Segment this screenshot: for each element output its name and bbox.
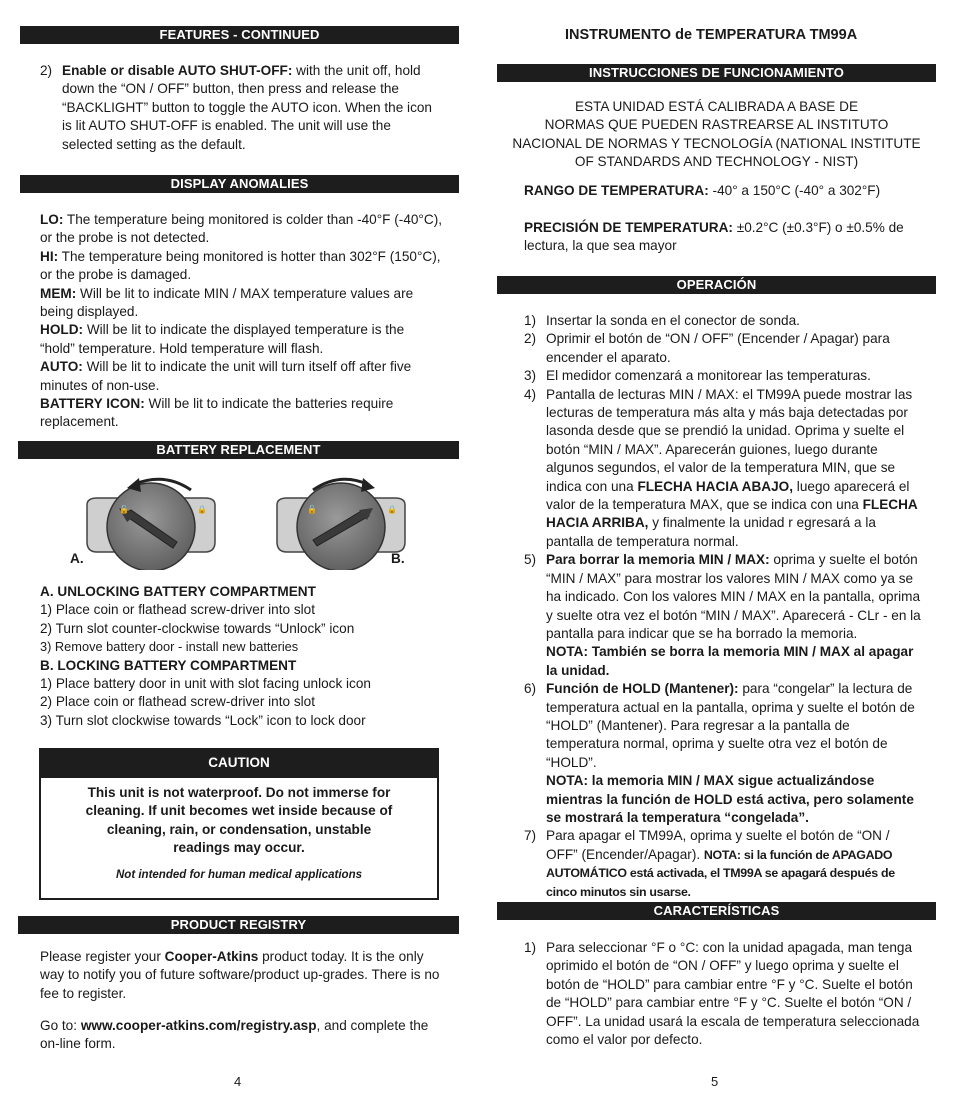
lock-icon: 🔒 <box>197 505 207 514</box>
step-bold: FLECHA HACIA ARRIBA, <box>546 497 918 531</box>
registry-paragraph-1 <box>40 948 440 1003</box>
page-number-left: 4 <box>234 1074 242 1089</box>
battery-door-figures <box>65 470 425 570</box>
features-continued-header: FEATURES - CONTINUED <box>20 26 459 44</box>
anomaly-lo <box>40 211 442 248</box>
lock-title: B. LOCKING BATTERY COMPARTMENT <box>40 657 297 673</box>
step-text: El medidor comenzará a monitorear las temperaturas. <box>546 368 871 384</box>
anomaly-text: Will be lit to indicate the unit will turn itself off after five minutes of non-use. <box>40 359 412 393</box>
calibration-line: NORMAS QUE PUEDEN RASTREARSE AL INSTITUTO <box>544 117 889 133</box>
step-number: 4) <box>524 386 537 402</box>
lock-step: 1) Place battery door in unit with slot facing unlock icon <box>40 676 371 692</box>
lock-step: 2) Place coin or flathead screw-driver into slot <box>40 694 316 710</box>
op-step <box>524 386 922 552</box>
figure-b-lock <box>277 478 405 570</box>
anomaly-label: HI: <box>40 248 59 264</box>
temperature-precision <box>524 219 924 256</box>
anomaly-text: Will be lit to indicate the displayed temperature is the “hold” temperature. Hold temperature will flash. <box>40 322 405 356</box>
precision-value: ±0.2°C (±0.3°F) o ±0.5% de lectura, la que sea mayor <box>524 220 904 254</box>
anomaly-label: LO: <box>40 212 64 227</box>
page-title: INSTRUMENTO de TEMPERATURA TM99A <box>565 27 858 43</box>
feature-item <box>524 939 922 1049</box>
lock-icon: 🔒 <box>387 505 397 514</box>
feature-text: Para seleccionar °F o °C: con la unidad apagada, man tenga oprimido el botón de “ON / OFF” y luego oprima y suelte el botón de “HOLD” para cambiar entre °F y °C. Suelte el botón de “HOLD” para cambiar entre °F y °C. Suelte el botón “ON / OFF”. La unidad usará la escala de temperatura seleccionada como el valor por defecto. <box>546 940 920 1048</box>
anomaly-text: Will be lit to indicate the batteries require replacement. <box>40 396 394 430</box>
product-registry-header: PRODUCT REGISTRY <box>18 916 459 934</box>
figure-a-unlock <box>87 478 215 570</box>
calibration-line: NACIONAL DE NORMAS Y TECNOLOGÍA (NATIONAL INSTITUTE <box>512 135 921 151</box>
calibration-statement <box>497 98 936 172</box>
step-text: Pantalla de lecturas MIN / MAX: el TM99A puede mostrar las lecturas de temperatura más alta y más baja detectadas por lasonda desde que se prendió la unidad. Oprima y suelte el botón “MIN / MAX”. Aparecerán guiones, luego durante algunos segundos, el valor de la temperatura MIN, que se indica con una <box>546 386 913 494</box>
anomaly-auto <box>40 358 442 395</box>
features-header: CARACTERÍSTICAS <box>497 902 936 920</box>
item-text: with the unit off, hold down the “ON / OFF” button, then press and release the “BACKLIGHT” button to toggle the AUTO icon. When the icon is lit AUTO SHUT-OFF is enabled. The unit will use the selected setting as the default. <box>62 63 432 152</box>
step-text: para “congelar” la lectura de temperatura actual en la pantalla, oprima y suelte el botón de “HOLD” (Mantener). Para regresar a la pantalla de temperatura normal, oprima y suelte otra vez el botón de “HOLD”. <box>546 681 915 770</box>
step-text: y finalmente la unidad r egresará a la pantalla de temperatura normal. <box>546 515 876 549</box>
step-text: Insertar la sonda en el conector de sonda. <box>546 313 800 328</box>
anomaly-label: HOLD: <box>40 322 84 338</box>
unlock-step: 3) Remove battery door - install new batteries <box>40 639 299 655</box>
features-list <box>524 939 922 1049</box>
step-note: NOTA: la memoria MIN / MAX sigue actualizándose mientras la función de HOLD está activa, pero solamente se mostrará la temperatura “congelada”. <box>546 773 914 825</box>
battery-steps <box>40 583 450 730</box>
anomaly-mem <box>40 285 442 322</box>
anomaly-label: BATTERY ICON: <box>40 396 145 412</box>
registry-paragraph-2 <box>40 1017 440 1054</box>
registry-text: product today. It is the only way to notify you of future software/product up-grades. There is no fee to register. <box>40 949 440 1001</box>
step-note: NOTA: si la función de APAGADO AUTOMÁTICO está activada, el TM99A se apagará después de cinco minutos sin usarse. <box>546 847 895 899</box>
calibration-line: ESTA UNIDAD ESTÁ CALIBRADA A BASE DE <box>574 99 859 114</box>
op-step <box>524 680 922 827</box>
unlock-icon: 🔓 <box>307 505 317 514</box>
lock-step: 3) Turn slot clockwise towards “Lock” icon to lock door <box>40 712 366 728</box>
anomaly-battery-icon <box>40 395 442 432</box>
anomaly-hi <box>40 248 442 285</box>
step-bold: Para borrar la memoria MIN / MAX: <box>546 552 770 568</box>
op-step <box>524 551 922 680</box>
registry-link[interactable]: www.cooper-atkins.com/registry.asp <box>80 1018 317 1033</box>
unlock-step: 1) Place coin or flathead screw-driver into slot <box>40 602 316 618</box>
range-value: -40° a 150°C (-40° a 302°F) <box>708 183 881 198</box>
battery-replacement-header: BATTERY REPLACEMENT <box>18 441 459 459</box>
operation-steps <box>524 312 922 901</box>
step-text: Oprimir el botón de “ON / OFF” (Encender / Apagar) para encender el aparato. <box>546 331 890 365</box>
anomaly-label: MEM: <box>40 285 77 301</box>
anomaly-label: AUTO: <box>40 359 83 375</box>
step-text: Para apagar el TM99A, oprima y suelte el botón de “ON / OFF” (Encender/Apagar). <box>546 828 890 862</box>
step-bold: Función de HOLD (Mantener): <box>546 681 739 697</box>
unlock-icon: 🔓 <box>119 505 129 514</box>
figure-a-label: A. <box>70 551 84 566</box>
step-text: luego aparecerá el valor de la temperatura MAX, que se indica con una <box>546 478 910 513</box>
registry-text: Go to: <box>40 1018 81 1033</box>
step-number: 6) <box>524 681 537 697</box>
registry-text: Please register your <box>40 949 165 964</box>
step-number: 1) <box>524 313 537 328</box>
op-step <box>524 330 922 367</box>
arrow-head-icon <box>361 478 375 492</box>
op-step <box>524 367 922 385</box>
anomaly-text: Will be lit to indicate MIN / MAX temperature values are being displayed. <box>40 285 414 320</box>
op-step <box>524 312 922 330</box>
precision-label: PRECISIÓN DE TEMPERATURA: <box>524 220 733 235</box>
step-number: 3) <box>524 368 537 384</box>
calibration-line: OF STANDARDS AND TECHNOLOGY - NIST) <box>574 154 859 170</box>
anomaly-text: The temperature being monitored is colder than -40°F (-40°C), or the probe is not detected. <box>40 212 442 246</box>
anomaly-text: The temperature being monitored is hotter than 302°F (150°C), or the probe is damaged. <box>40 248 441 283</box>
step-number: 5) <box>524 552 537 568</box>
range-label: RANGO DE TEMPERATURA: <box>524 183 709 198</box>
step-bold: FLECHA HACIA ABAJO, <box>637 478 794 494</box>
caution-note: Not intended for human medical applications <box>116 868 362 881</box>
step-note: NOTA: También se borra la memoria MIN / MAX al apagar la unidad. <box>546 644 914 678</box>
registry-text: , and complete the on-line form. <box>40 1018 429 1052</box>
feature-number: 1) <box>524 940 537 955</box>
brand-name: Cooper-Atkins <box>164 949 259 964</box>
step-number: 7) <box>524 828 537 844</box>
temperature-range <box>524 182 934 200</box>
instructions-header: INSTRUCCIONES DE FUNCIONAMIENTO <box>497 64 936 82</box>
anomalies-list <box>40 211 442 432</box>
feature-item-auto-shutoff <box>40 62 442 154</box>
operation-header: OPERACIÓN <box>497 276 936 294</box>
item-number: 2) <box>40 63 53 78</box>
unlock-title: A. UNLOCKING BATTERY COMPARTMENT <box>40 584 316 599</box>
step-text: oprima y suelte el botón “MIN / MAX” para mostrar los valores MIN / MAX como ya se ha indicado. Con los valores MIN / MAX en la pantalla, oprima y suelte otra vez el botón “MIN / MAX”. Aparecerá - CLr - en la pantalla para indicar que se ha borrado la memoria. <box>546 552 921 641</box>
caution-header: CAUTION <box>41 750 437 778</box>
caution-text: This unit is not waterproof. Do not immerse for cleaning. If unit becomes wet inside because of cleaning, rain, or condensation, unstable readings may occur. <box>85 785 393 856</box>
display-anomalies-header: DISPLAY ANOMALIES <box>20 175 459 193</box>
page-number-right: 5 <box>711 1074 719 1089</box>
figure-b-label: B. <box>391 551 405 566</box>
item-bold-label: Enable or disable AUTO SHUT-OFF: <box>62 63 293 78</box>
step-number: 2) <box>524 331 537 347</box>
anomaly-hold <box>40 321 442 358</box>
op-step <box>524 827 922 901</box>
unlock-step: 2) Turn slot counter-clockwise towards “Unlock” icon <box>40 620 355 636</box>
caution-box <box>39 748 439 900</box>
